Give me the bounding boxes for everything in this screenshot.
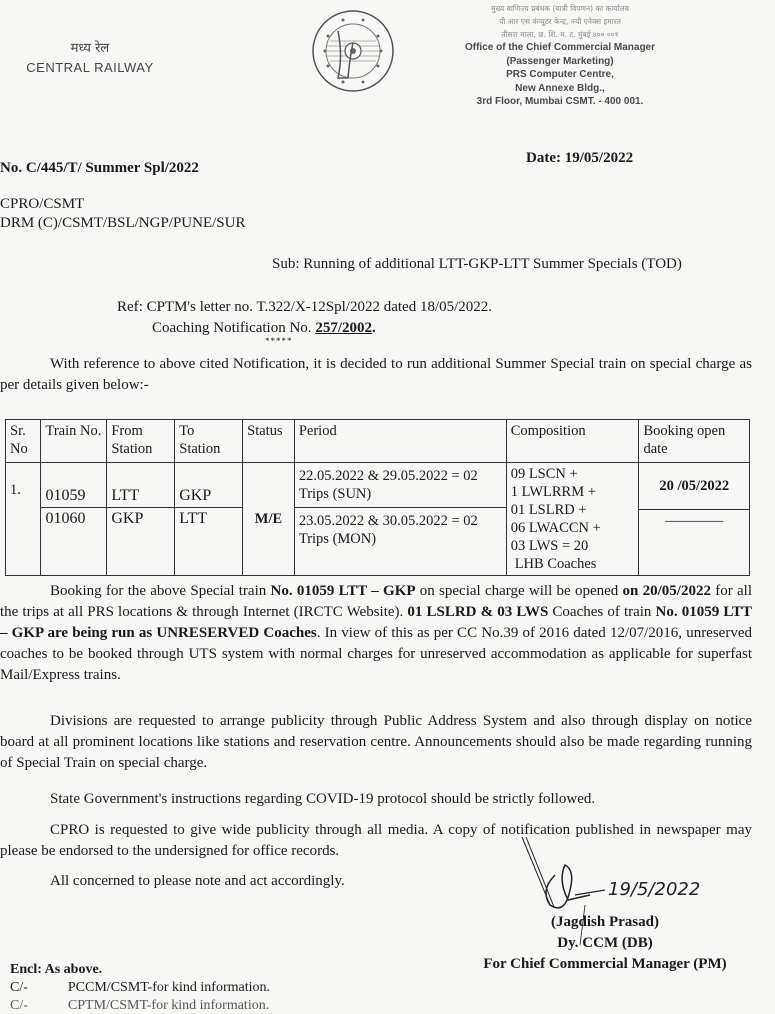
signatory-name: (Jagdish Prasad)	[551, 914, 659, 930]
period: 23.05.2022 & 30.05.2022 = 02 Trips (MON)	[298, 513, 478, 547]
booking-date-cell	[639, 463, 750, 576]
office-hindi-line: पी आर एस कंप्यूटर केन्द्र, नयी एनेक्स इमारत	[499, 17, 621, 26]
office-line: Office of the Chief Commercial Manager	[464, 42, 656, 53]
office-hindi-line: मुख्य वाणिज्य प्रबंधक (यात्री विपणन) का कार्यालय	[491, 4, 629, 13]
period-cell	[294, 463, 506, 576]
date-highlight: on 20/05/2022	[622, 583, 711, 599]
col-train-no: Train No.	[41, 420, 107, 463]
enclosure-note: Encl: As above.	[10, 962, 103, 977]
from-station: LTT	[107, 463, 174, 508]
copy-to-item	[10, 980, 270, 996]
col-status: Status	[243, 420, 295, 463]
copy-text: CPTM/CSMT-for kind information.	[67, 998, 270, 1013]
org-name-hindi: मध्य रेल	[70, 41, 110, 56]
to-station: LTT	[179, 510, 208, 527]
to-station: GKP	[175, 463, 242, 508]
signatory-block	[450, 912, 760, 975]
notification-suffix: .	[371, 320, 376, 336]
sr-no-cell	[6, 463, 41, 576]
composition-line: 01 LSLRD +	[510, 502, 587, 518]
coach-highlight: 01 LSLRD & 03 LWS	[407, 604, 549, 620]
status-cell: M/E	[243, 463, 295, 576]
office-hindi-line: तीसरा माला, छ. शि. म. ट. मुंबई ४०० ००१	[501, 30, 619, 39]
reference-number: No. C/445/T/ Summer Spl/2022	[0, 160, 199, 176]
from-station-cell	[107, 463, 175, 576]
notification-label: Coaching Notification No.	[152, 320, 316, 336]
office-address	[440, 2, 680, 109]
text: Booking for the above Special train	[50, 583, 271, 599]
train-schedule-table	[5, 419, 750, 576]
composition-line: 06 LWACCN +	[510, 520, 601, 536]
booking-date-blank: ————	[665, 513, 724, 529]
recipient: CPRO/CSMT	[0, 196, 85, 212]
col-sr-no: Sr. No	[6, 420, 41, 463]
signatory-for: For Chief Commercial Manager (PM)	[483, 956, 727, 972]
period: 22.05.2022 & 29.05.2022 = 02 Trips (SUN)	[295, 463, 506, 508]
letter-date: Date: 19/05/2022	[526, 150, 634, 166]
publicity-paragraph: Divisions are requested to arrange publicity through Public Address System and also through display on notice board at all prominent locations like stations and reservation centre. Announcements should also be made regarding running of Special Train on special charge.	[0, 713, 752, 771]
text: Coaches of train	[548, 604, 656, 620]
copy-to-item	[10, 998, 269, 1014]
train-highlight: No. 01059 LTT – GKP	[270, 583, 416, 599]
composition-line: 09 LSCN +	[510, 466, 578, 482]
subject-line: Sub: Running of additional LTT-GKP-LTT Summer Specials (TOD)	[272, 256, 682, 272]
composition-line: 03 LWS = 20	[510, 538, 589, 554]
office-line: 3rd Floor, Mumbai CSMT. - 400 001.	[476, 96, 644, 107]
text: . In view of this as per CC No.39 of 2016 dated 12/07/2016, unreserved coaches to be booked through UTS system with normal charges for unreserved accommodation as applicable for superfast Mail/Express trains.	[0, 625, 752, 683]
from-station: GKP	[111, 510, 144, 527]
col-booking-date: Booking open date	[639, 420, 750, 463]
closing-paragraph: All concerned to please note and act accordingly.	[50, 873, 345, 889]
recipient: DRM (C)/CSMT/BSL/NGP/PUNE/SUR	[0, 215, 246, 231]
text: for all the trips at all PRS locations & through Internet (IRCTC Website).	[0, 583, 752, 620]
text: on special charge will be opened	[415, 583, 623, 599]
separator: *****	[265, 336, 293, 346]
train-no-cell	[41, 463, 107, 576]
handwritten-date: 19/5/2022	[608, 879, 701, 900]
intro-paragraph: With reference to above cited Notification, it is decided to run additional Summer Special train on special charge as per details given below:-	[0, 356, 752, 393]
col-from: From Station	[107, 420, 175, 463]
office-line: New Annexe Bldg.,	[515, 82, 605, 94]
cpro-paragraph: CPRO is requested to give wide publicity through all media. A copy of notification published in newspaper may please be endorsed to the undersigned for office records.	[0, 822, 752, 859]
office-line: PRS Computer Centre,	[506, 69, 614, 80]
covid-paragraph: State Government's instructions regarding COVID-19 protocol should be strictly followed.	[50, 791, 596, 807]
signatory-designation: Dy. CCM (DB)	[557, 935, 653, 951]
col-to: To Station	[175, 420, 243, 463]
col-composition: Composition	[506, 420, 639, 463]
booking-date: 20 /05/2022	[639, 463, 749, 510]
train-no: 01060	[45, 510, 86, 527]
table-row	[6, 463, 750, 576]
composition-line: LHB Coaches	[514, 556, 597, 572]
copy-text: PCCM/CSMT-for kind information.	[67, 980, 271, 995]
indian-railways-emblem-icon	[308, 6, 398, 96]
col-period: Period	[294, 420, 506, 463]
notification-reference	[152, 320, 376, 337]
unreserved-highlight: No. 01059 LTT – GKP are being run as UNRESERVED Coaches	[0, 604, 752, 641]
notification-number: 257/2002	[315, 320, 372, 336]
org-name-english: CENTRAL RAILWAY	[26, 60, 154, 75]
booking-paragraph	[0, 581, 752, 686]
org-header	[0, 38, 180, 75]
copy-prefix: C/-	[10, 980, 28, 995]
sr-no: 1.	[10, 482, 21, 498]
to-station-cell	[175, 463, 243, 576]
copy-prefix: C/-	[10, 998, 28, 1013]
reference-line: Ref: CPTM's letter no. T.322/X-12Spl/2022 dated 18/05/2022.	[117, 299, 493, 315]
table-header-row	[6, 420, 750, 463]
composition-cell	[506, 463, 639, 576]
composition-line: 1 LWLRRM +	[510, 484, 596, 500]
train-no: 01059	[41, 463, 106, 508]
office-line: (Passenger Marketing)	[506, 55, 614, 67]
